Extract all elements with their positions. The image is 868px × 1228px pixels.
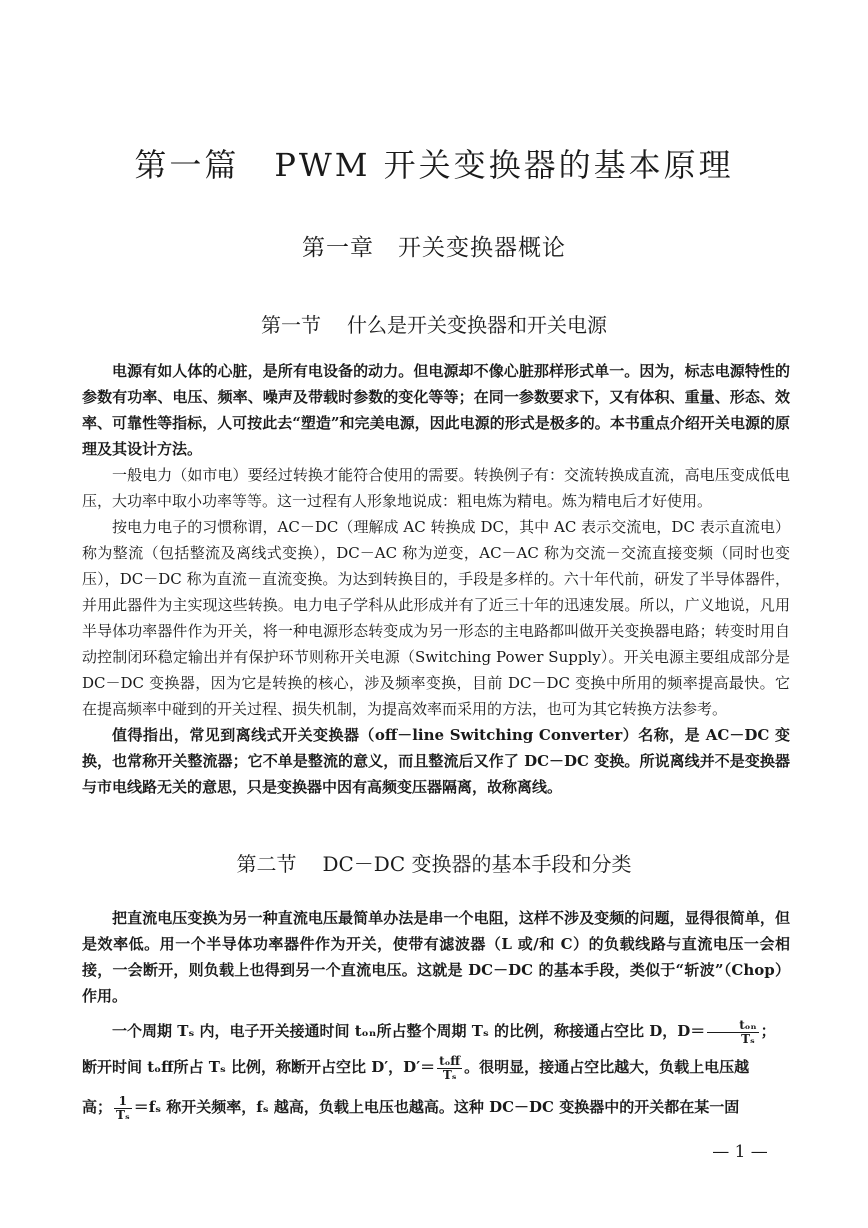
part-title: 第一篇 PWM 开关变换器的基本原理 xyxy=(134,146,734,184)
paragraph: 一般电力（如市电）要经过转换才能符合使用的需要。转换例子有：交流转换成直流，高电压变成低电压，大功率中取小功率等等。这一过程有人形象地说成：粗电炼为精电。炼为精电后才好使用。 xyxy=(82,466,790,510)
section-2-title: DC－DC 变换器的基本手段和分类 xyxy=(322,852,632,876)
paragraph: 按电力电子的习惯称谓，AC－DC（理解成 AC 转换成 DC，其中 AC 表示交流电，DC 表示直流电）称为整流（包括整流及离线式变换），DC－AC 称为逆变，AC－AC 称为交流－交流直接变频（同时也变压），DC－DC 称为直流－直流变换。为达到转换目的，手段是多样的。六十年代前，研发了半导体器件，并用此器件为主实现这些转换。电力电子学科从此形成并有了近三十年的迅速发展。所以，广义地说，凡用半导体功率器件作为开关，将一种电源形态转变成为另一形态的主电路都叫做开关变换器电路；转变时用自动控制闭环稳定输出并有保护环节则称开关电源（Switching Power Supply）。开关电源主要组成部分是 DC－DC 变换器，因为它是转换的核心，涉及频率变换，目前 DC－DC 变换中所用的频率提高最快。它在提高频率中碰到的开关过程、损失机制，为提高效率而采用的方法，也可为其它转换方法参考。 xyxy=(82,518,790,718)
fraction-denominator: Tₛ xyxy=(442,1067,457,1082)
section-2-heading xyxy=(0,848,868,877)
duty-cycle-paragraph xyxy=(82,1015,790,1047)
fraction-denominator: Tₛ xyxy=(741,1031,755,1046)
duty-cycle-paragraph-cont xyxy=(82,1047,790,1087)
formula-text: 高； xyxy=(82,1098,113,1116)
frequency-paragraph xyxy=(82,1087,790,1127)
fraction-ton-ts xyxy=(707,1019,758,1046)
paragraph: 值得指出，常见到离线式开关变换器（off－line Switching Converter）名称，是 AC－DC 变换，也常称开关整流器；它不单是整流的意义，而且整流后又作了 DC－DC 变换。所说离线并不是变换器与市电线路无关的意思，只是变换器中因有高频变压器隔离，故称离线。 xyxy=(82,726,790,796)
page-number: — 1 — xyxy=(712,1142,768,1162)
section-2-label: 第二节 xyxy=(236,852,297,876)
section-1-heading xyxy=(0,309,868,338)
fraction-numerator: 1 xyxy=(114,1095,132,1109)
formula-text: 一个周期 Tₛ 内，电子开关接通时间 tₒₙ所占整个周期 Tₛ 的比例，称接通占空比 D，D＝ xyxy=(112,1022,706,1040)
formula-text: ＝fₛ 称开关频率，fₛ 越高，负载上电压也越高。这种 DC－DC 变换器中的开关都在某一固 xyxy=(133,1098,740,1116)
formula-text: 。很明显，接通占空比越大，负载上电压越 xyxy=(464,1058,750,1076)
fraction-numerator: tₒₙ xyxy=(707,1019,758,1033)
section-1-label: 第一节 xyxy=(261,313,321,337)
paragraph: 把直流电压变换为另一种直流电压最简单办法是串一个电阻，这样不涉及变频的问题，显得很简单，但是效率低。用一个半导体功率器件作为开关，使带有滤波器（L 或/和 C）的负载线路与直流电压一会相接，一会断开，则负载上也得到另一个直流电压。这就是 DC－DC 的基本手段，类似于“斩波”（Chop）作用。 xyxy=(82,909,790,1005)
formula-text: 断开时间 tₒff所占 Tₛ 比例，称断开占空比 D′，D′＝ xyxy=(82,1058,436,1076)
fraction-toff-ts xyxy=(437,1055,462,1082)
chapter-title: 第一章 开关变换器概论 xyxy=(302,235,566,261)
fraction-numerator: tₒff xyxy=(439,1053,461,1068)
section-1-title: 什么是开关变换器和开关电源 xyxy=(347,313,607,337)
formula-text: ； xyxy=(760,1022,776,1040)
section-1-body xyxy=(82,358,790,800)
paragraph: 电源有如人体的心脏，是所有电设备的动力。但电源却不像心脏那样形式单一。因为，标志电源特性的参数有功率、电压、频率、噪声及带载时参数的变化等等；在同一参数要求下，又有体积、重量、形态、效率、可靠性等指标，人可按此去“塑造”和完美电源，因此电源的形式是极多的。本书重点介绍开关电源的原理及其设计方法。 xyxy=(82,362,790,458)
section-2-body xyxy=(82,905,790,1127)
fraction-1-ts xyxy=(114,1095,132,1122)
fraction-denominator: Tₛ xyxy=(116,1107,130,1122)
